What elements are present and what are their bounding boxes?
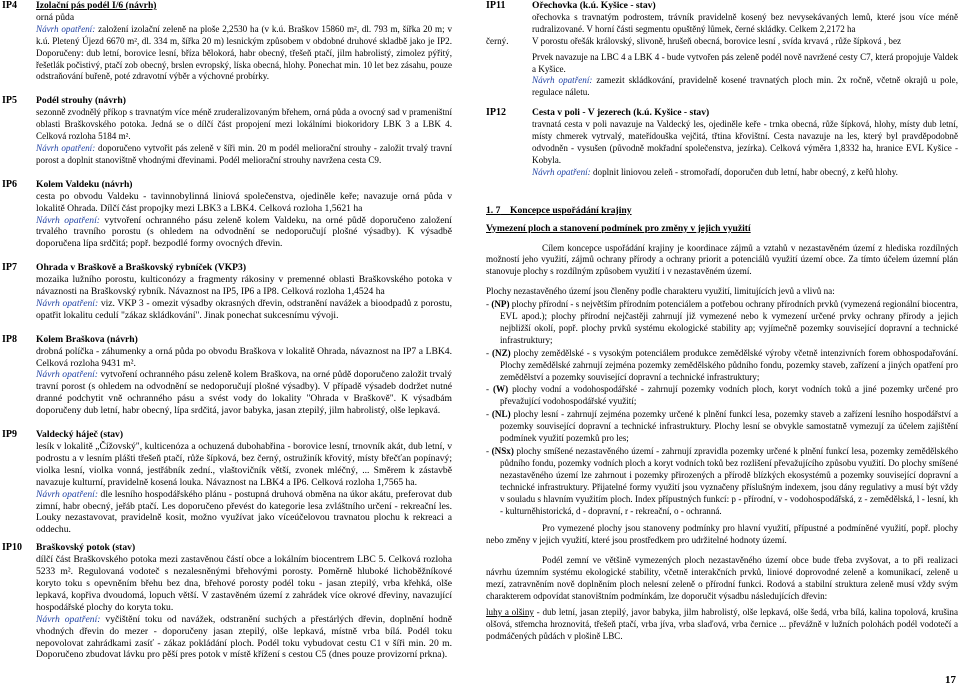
entry-text: travnatá cesta v poli navazuje na Valdecký les, ojediněle keře - trnka obecná, růže šípková, hlohy, místy dub letní, místy chmerek vytrvalý, mateřídouška vejčitá, třtina křovištní. Cesta navazuje na les, který byl pravděpodobně odvodněn - vysušen (původně mokřadní společenstva, jezírka). Celková výměra 1,8332 ha, hranice EVL Kyšice - Kobyla. bbox=[532, 119, 958, 165]
measure-text: dle lesního hospodářského plánu - postupná druhová obměna na úkor akátu, preferovat dub zimní, habr obecný, jeřáb ptačí. Les doporučeno převést do kategorie lesa zvláštního určení - rekreační les. Louky nezastavovat, pravidelně kosit, možno využívat jako víceúčelovou travnatou plochu k rekreaci a oddechu. bbox=[36, 488, 452, 536]
entry-code: IP10 bbox=[2, 542, 22, 554]
entry-ip11 bbox=[486, 0, 958, 99]
entry-code: IP8 bbox=[2, 333, 17, 345]
paragraph-2: Pro vymezené plochy jsou stanoveny podmínky pro hlavní využití, přípustné a podmíněné využití, popř. plochy nebo změny v jejich využití, které jsou prostředkem pro udržitelné hodnoty území. bbox=[486, 523, 958, 546]
paragraph-3: Podél zemní ve většině vymezených ploch nezastavěného území obce bude třeba zvyšovat, a to při realizaci návrhu územním systému ekologické stability, včetně interakčních prvků, liniové doprovodné zeleně a komunikací, zeleně u mezí, zatravněním nově doplněním ploch nelesní zeleně o přírodní funkci. Rodová a stabilní struktura zeleně musí vždy svým charakterem odpovídat stanovištním podmínkám, lze doporučit výsadbu následujících dřevin: bbox=[486, 555, 958, 601]
measure-label: Návrh opatření: bbox=[36, 214, 100, 226]
measure-label: Návrh opatření: bbox=[532, 75, 593, 86]
entry-text-3: Prvek navazuje na LBC 4 a LBK 4 - bude vytvořen pás zeleně podél nově navržené cesty C7, která propojuje Valdek a Kyšice. bbox=[532, 51, 958, 74]
entry-text: lesík v lokalitě „Čížovský", kulticenóza a ochuzená dubohabřina - borovice lesní, trnovník akát, dub letní, v podrostu a v lesním plášti třešeň ptačí, růže šípková, bez černý, ostružiník křovitý, místy břečťan popínavý; violka lesní, violka vonná, jestřábník zední., vlaštovičník větší, zvonek mléčný, ... Směrem k zástavbě navazuje kulturní, pravidelně kosená louka. Návaznost na LBK4 a IP6. Celková rozloha 1,7565 ha. bbox=[36, 441, 452, 488]
entry-ip10 bbox=[2, 542, 452, 661]
measure-text: vytvoření ochranného pásu zeleně kolem Braškova, na orné půdě doporučeno založit trvalý travní porost (s ohledem na odvodnění se nedoporučují plošné výsadby). V případě výsadeb dodržet nutné dranné podchytit vně ochranného pásu a svést vody do lokality "Ohrada v Braškově". K výsadbám doporučeny dub letní, habr obecný, lípa srdčitá, javor babyka, jasan ztepilý, jilm habrolistý, olše lepkavá. bbox=[36, 369, 452, 417]
measure-label: Návrh opatření: bbox=[36, 142, 96, 153]
land-use-text: plochy vodní a vodohospodářské - zahrnují pozemky vodních ploch, koryt vodních toků a jiné pozemky určené pro převažující vodohospodářské využití; bbox=[500, 384, 958, 407]
entry-text: drobná políčka - záhumenky a orná půda po obvodu Braškova v lokalitě Ohrada, návaznost na IP7 a LBK4. Celková rozloha 9431 m². bbox=[36, 345, 452, 369]
entry-title: Ořechovka (k.ú. Kyšice - stav) bbox=[532, 0, 656, 11]
measure-label: Návrh opatření: bbox=[36, 297, 99, 309]
entry-text: mozaika lužního porostu, kulticonózy a fragmenty rákosiny v premenné oblasti Braškovského potoka v návaznosti na Braškovský rybník. Návaznost na IP5, IP6 a IP8. Celková rozloha 1,4524 ha bbox=[36, 274, 452, 298]
bullet-dash: - bbox=[486, 446, 492, 456]
tree-list-label: luhy a olšiny bbox=[486, 606, 534, 617]
right-column bbox=[486, 0, 958, 643]
measure-text: založení izolační zeleně na ploše 2,2530 ha (v k.ú. Braškov 15860 m², dl. 793 m, šířka 20 m; v k.ú. Pletený Újezd 6670 m², dl. 334 m, šířka 20 m) lesnickým způsobem v obdobné druhové skladbě jako je IP2. Doporučeny: dub letní, borovice lesní, bříza bělokorá, habr obecný, třešeň ptačí, jilm habrolistý, zimolez pýřitý, řešetlák počistivý, ptačí zob obecný, brslen evropský, líska obecná, hlohy. Ponechat min. 10 let bez zásahu, pouze odstraňování buřeně, poté zdravotní výběr a výchovné probírky. bbox=[36, 23, 453, 82]
entry-code: IP9 bbox=[2, 429, 17, 441]
entry-title: Kolem Valdeku (návrh) bbox=[36, 178, 133, 190]
lead-paragraph: Plochy nezastavěného území jsou členěny podle charakteru využití, limitujících jevů a vlivů na: bbox=[486, 286, 835, 297]
bullet-dash: - bbox=[486, 409, 492, 420]
measure-text: vytvoření ochranného pásu zeleně kolem Valdeku, na orné půdě doporučeno založení trvalého travního porostu (s ohledem na odvodnění se nedoporučují plošné výsadby). K výsadbě doporučena lípa srdčitá; popř. bezpodlé formy ovocných dřevin. bbox=[36, 214, 452, 250]
subsection-heading: Vymezení ploch a stanovení podmínek pro změny v jejich využití bbox=[486, 222, 751, 234]
land-use-code: (NSx) bbox=[491, 446, 514, 456]
entry-title: Podél strouhy (návrh) bbox=[36, 95, 126, 107]
land-use-code: (NZ) bbox=[492, 347, 511, 358]
entry-text-2: V porostu ořešák královský, slivoně, hrušeň obecná, borovice lesní , svída krvavá , růže šípková , bez bbox=[532, 35, 902, 46]
land-use-text: plochy přírodní - s největším přírodním potenciálem a potřebou ochrany přírodních prvků (vymezená regionální biocentra, EVL apod.); plochy přírodní nejčastěji zahrnují již vymezené nebo k vymezení určené prvky ochrany přírody a jejich nejbližší okolí, popř. plochy prvků systému ekologické stability ap; vyjímečně pozemky související dopravní a technické infrastruktury; bbox=[500, 299, 958, 345]
measure-text: vyčištění toku od navážek, odstranění suchých a přestárlých dřevin, doplnění hodně vhodných dřevin do mezer - doporučeny jasan ztepilý, olše lepkavá, místně vrba bílá. Podél toku nepovolovat zahrádkami zasíť - zákaz pokládání ploch. Podél toku vybudovat cestu C1 v šíři min. 20 m. Doporučeno zbudovat lávku pro pěší pres potok v místě křížení s cestou C5 (dnes pouze provizorní prkna). bbox=[36, 613, 452, 661]
entry-code: IP6 bbox=[2, 178, 17, 190]
entry-title: Kolem Braškova (návrh) bbox=[36, 333, 138, 345]
land-use-item bbox=[486, 348, 958, 384]
land-use-item bbox=[486, 384, 958, 408]
measure-label: Návrh opatření: bbox=[532, 166, 591, 177]
measure-text: zamezit skládkování, pravidelně kosené travnatých ploch min. 2x ročně, včetně okrajů u pole, regulace náletu. bbox=[532, 75, 958, 98]
land-use-text: plochy zemědělské - s vysokým potenciálem produkce zemědělské výroby včetně intenzivních forem obhospodařování. Plochy zemědělské zahrnují zejména pozemky zemědělského půdního fondu, pozemky staveb, zařízení a jiných opatření pro zemědělství a pozemky související dopravní a technické infrastruktury; bbox=[500, 347, 959, 382]
section-heading bbox=[486, 205, 958, 217]
land-use-code: (NP) bbox=[491, 299, 510, 310]
entry-code: IP7 bbox=[2, 262, 17, 274]
entry-ip4 bbox=[2, 0, 452, 83]
measure-text: doporučeno vytvořit pás zeleně v šíři min. 20 m podél meliorační strouhy - založit trvalý travní porost a doplnit stanovištně vhodnými dřevinami. Podél meliorační strouhy navržena cesta C9. bbox=[36, 142, 453, 165]
entry-text: sezonně zvodnělý příkop s travnatým více méně zruderalizovaným břehem, orná půda a ovocný sad v prameništní oblasti Braškovského potoka. Jedná se o dílčí část propojení mezi lokálními biokoridory LBK 3 a LBK 4. Celková rozloha 5184 m². bbox=[36, 107, 452, 142]
entry-title: Valdecký háječ (stav) bbox=[36, 429, 124, 441]
measure-label: Návrh opatření: bbox=[36, 613, 101, 625]
bullet-dash: - bbox=[486, 347, 492, 358]
entry-text: dílčí část Braškovského potoka mezi zastavěnou částí obce a lokálním biocentrem LBC 5. Celková rozloha 5233 m². Regulovaná vodoteč s nezalesněnými břehovými porosty. Poměrně hluboké lichoběžníkové koryto toku s opevněním břehu bez dna, břehové porosty podél toku - jasan ztepilý, vrba křehká, olše lepkavá, kopřiva dvoudomá, lopuch větší. V zastavěném území z zahrádek více okrové dřeviny, navazující hospodářské plochy do koryta toku. bbox=[36, 554, 452, 613]
tree-list-text: - dub letní, jasan ztepilý, javor babyka, jilm habrolistý, olše lepkavá, olše šedá, vrba bílá, kalina topolová, krušina olšová, střemcha hroznovitá, třešeň ptačí, vrba jíva, vrba slaďová, vrba černice ... převážně v lužních polohách podél vodotečí a podmáčených půdách v plošině LBC. bbox=[486, 606, 959, 641]
entry-title: Ohrada v Braškově a Braškovský rybníček (VKP3) bbox=[36, 262, 247, 274]
entry-code: IP4 bbox=[2, 0, 17, 11]
tree-list-paragraph bbox=[486, 607, 958, 643]
entry-ip9 bbox=[2, 429, 452, 536]
entry-text: ořechovka s travnatým podrostem, trávník pravidelně kosený bez nevysekávaných lemů, které jsou více méně rudralizované. V horní části segmentu opuštěný lůmek, černé skládky. Celkem 2,2172 ha bbox=[532, 11, 958, 34]
land-use-item bbox=[486, 446, 958, 517]
entry-title: Cesta v poli - V jezerech (k.ú. Kyšice - stav) bbox=[532, 107, 710, 119]
entry-ip8 bbox=[2, 334, 452, 417]
measure-label: Návrh opatření: bbox=[36, 488, 99, 500]
entry-ip5 bbox=[2, 95, 452, 166]
entry-code: IP12 bbox=[486, 107, 506, 119]
entry-title: Braškovský potok (stav) bbox=[36, 542, 136, 554]
land-use-text: plochy smíšené nezastavěného území - zahrnují zpravidla pozemky určené k plnění funkcí lesa, pozemky zemědělského půdního fondu, pozemky vodních ploch a koryt vodních toků bez rozlišení převažujícího způsobu využití. Do plochy smíšené nezastavěného území lze zahrnout i pozemky přirozených a přírodě blízkých ekosystémů a pozemky související dopravní a technické infrastruktury. Přijatelné formy využití jsou vyznačeny příslušným indexem, jsou dány regulativy a musí být vždy v souladu s hlavním využitím ploch. Index přípustných funkcí: p - přírodní, v - vodohospodářská, z - zemědělská, l - lesní, kh - kulturněhistorická, d - dopravní, r - rekreační, o - ochranná. bbox=[500, 446, 958, 516]
left-column bbox=[2, 0, 452, 661]
intro-paragraph: Cílem koncepce uspořádání krajiny je koordinace zájmů a vztahů v nezastavěném území z hlediska rozdílných možností jeho využití, zájmů ochrany přírody a ochrany priorit a potenciálů využití území obce. Za tímto účelem územní plán stanovuje plochy s rozdílným způsobem využití i v nezastavěném území. bbox=[486, 242, 958, 277]
entry-text: orná půda bbox=[36, 11, 75, 23]
entry-ip12 bbox=[486, 107, 958, 178]
section-title: Koncepce uspořádání krajiny bbox=[509, 204, 632, 216]
land-use-code: (NL) bbox=[491, 409, 511, 420]
bullet-dash: - bbox=[486, 384, 493, 395]
entry-ip6 bbox=[2, 179, 452, 250]
land-use-item bbox=[486, 409, 958, 445]
measure-text: viz. VKP 3 - omezit výsadby okrasných dřevin, odstranění navážek a bioodpadů z porostu, opatřit lokalitu cedulí "zákaz skládkování". Jinak ponechat sukcesnímu vývoji. bbox=[36, 297, 452, 321]
section-number: 1. 7 bbox=[486, 204, 501, 216]
land-use-item bbox=[486, 299, 958, 347]
bullet-dash: - bbox=[486, 299, 492, 310]
land-use-text: plochy lesní - zahrnují zejména pozemky určené k plnění funkcí lesa, pozemky staveb a zařízení lesního hospodářství a pozemky související dopravní a technické infrastruktury. Plochy lesní se obvykle samostatně vymezují za účelem zajištění podmínek využití pozemků pro les; bbox=[500, 409, 958, 444]
measure-label: Návrh opatření: bbox=[36, 23, 96, 34]
entry-ip7 bbox=[2, 262, 452, 322]
measure-text: doplnit liniovou zeleň - stromořadí, doporučen dub letní, habr obecný, z keřů hlohy. bbox=[592, 166, 898, 177]
entry-code: IP5 bbox=[2, 95, 17, 107]
land-use-code: (W) bbox=[492, 384, 509, 395]
land-use-list bbox=[486, 299, 958, 517]
entry-text: cesta po obvodu Valdeku - tavinnobylinná liniová společenstva, ojediněle keře; navazuje orná půda v lokalitě Ohrada. Dílčí část propojky mezi LBK3 a LBK4. Celková rozloha 1,5621 ha bbox=[36, 190, 452, 214]
page-number: 17 bbox=[945, 674, 956, 686]
entry-title: Izolační pás podél I/6 (návrh) bbox=[36, 0, 157, 11]
measure-label: Návrh opatření: bbox=[36, 369, 98, 381]
entry-code: IP11 bbox=[486, 0, 506, 11]
side-word: černý. bbox=[486, 36, 509, 46]
